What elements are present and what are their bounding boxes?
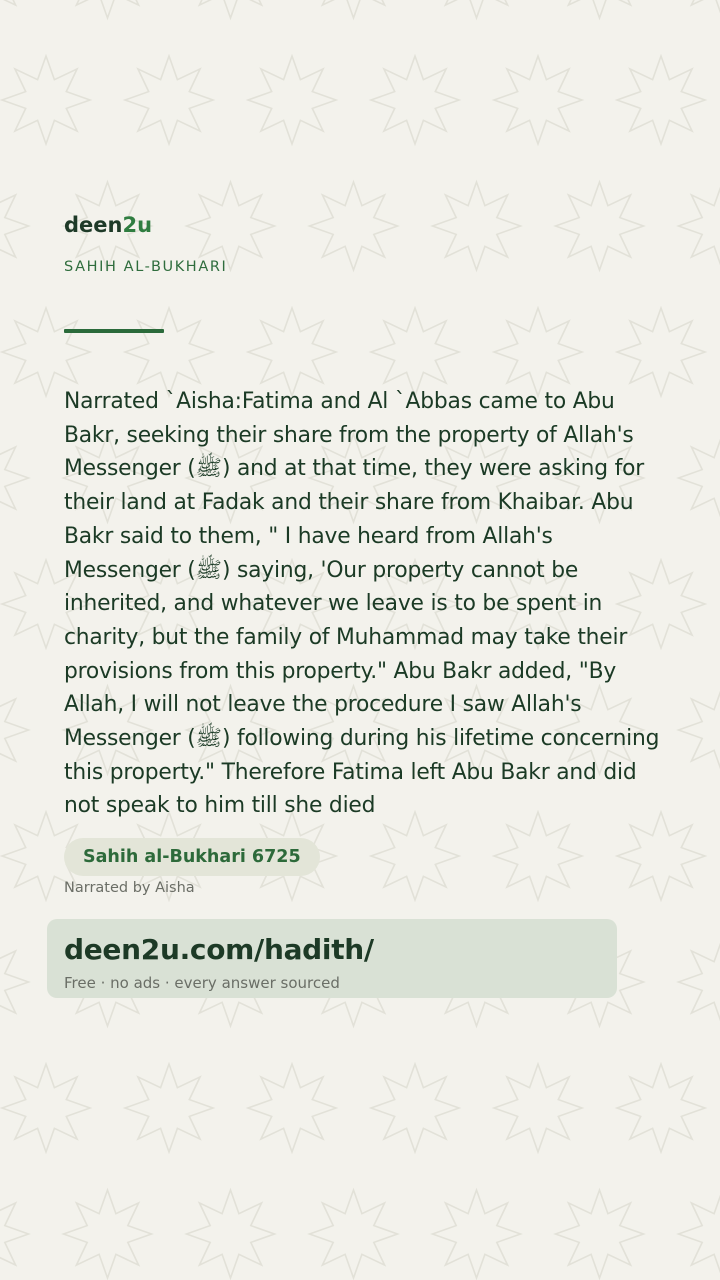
website-cta[interactable] [47,919,617,998]
divider [64,329,164,333]
brand-name: deen [64,213,123,237]
reference-label: Sahih al-Bukhari 6725 [83,847,301,867]
brand-name-accent: 2u [122,213,153,237]
reference-badge [64,838,320,876]
cta-tagline: Free · no ads · every answer sourced [64,974,340,992]
hadith-text: Narrated `Aisha:Fatima and Al `Abbas came to Abu Bakr, seeking their share from the property of Allah's Messenger (ﷺ) and at that time, they were asking for their land at Fadak and their share from Khaibar. Abu Bakr said to them, " I have heard from Allah's Messenger (ﷺ) saying, 'Our property cannot be inherited, and whatever we leave is to be spent in charity, but the family of Muhammad may take their provisions from this property." Abu Bakr added, "By Allah, I will not leave the procedure I saw Allah's Messenger (ﷺ) following during his lifetime concerning this property." Therefore Fatima left Abu Bakr and did not speak to him till she died [64,389,660,819]
website-link[interactable]: deen2u.com/hadith/ [64,933,374,966]
narrator-line: Narrated by Aisha [64,880,195,896]
collection-label: SAHIH AL-BUKHARI [64,259,228,275]
brand-logo [64,213,152,237]
